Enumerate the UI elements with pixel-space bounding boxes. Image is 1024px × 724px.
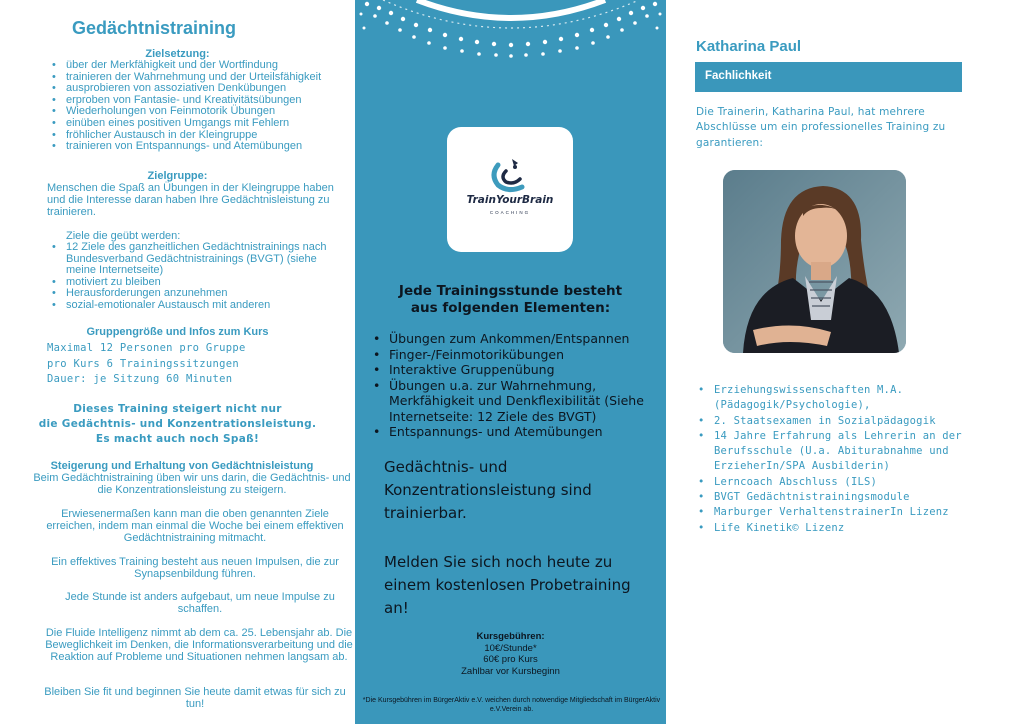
dotted-arc-decoration <box>355 0 666 60</box>
trainer-photo <box>723 170 906 353</box>
logo-text: TrainYourBrain <box>466 194 554 206</box>
audience-text: Menschen die Spaß an Übungen in der Kleingruppe haben und die Interesse daran haben Ihre Gedächtnisleistung zu trainieren. <box>47 182 334 218</box>
list-item: • 12 Ziele des ganzheitlichen Gedächtnistrainings nach Bundesverband Gedächtnistrainings (BVGT) (siehe meine Internetseite) <box>50 242 335 277</box>
list-item: • 14 Jahre Erfahrung als Lehrerin an der Berufsschule (U.a. Abiturabnahme und ErzieherIn/SPA Ausbilderin) <box>696 429 996 475</box>
list-item: • Lerncoach Abschluss (ILS) <box>696 475 996 490</box>
list-item: • Herausforderungen anzunehmen <box>50 288 335 300</box>
list-item: • Übungen zum Ankommen/Entspannen <box>371 331 663 347</box>
heading-line: Jede Trainingsstunde besteht <box>398 283 623 299</box>
list-item: • Entspannungs- und Atemübungen <box>371 424 663 440</box>
fluid-intelligence-text: Die Fluide Intelligenz nimmt ab dem ca. 25. Lebensjahr ab. Die Beweglichkeit im Denken, die Informationsverarbeitung und die Reaktion auf Probleme und Situationen nehmen langsam ab. <box>45 627 353 663</box>
intro-text: Die Trainerin, Katharina Paul, hat mehrere Abschlüsse um ein professionelles Training zu garantieren: <box>696 106 946 149</box>
list-item: • motiviert zu bleiben <box>50 277 335 289</box>
practice-intro: Ziele die geübt werden: <box>66 230 181 242</box>
list-item: • über der Merkfähigkeit und der Wortfindung <box>50 60 350 72</box>
list-item: • sozial-emotionaler Austausch mit anderen <box>50 300 335 312</box>
callout-box <box>0 402 355 447</box>
footnote: *Die Kursgebühren im BürgerAktiv e.V. weichen durch notwendige Mitgliedschaft im BürgerAktiv e.V.Verein ab. <box>362 697 661 713</box>
list-item: • 2. Staatsexamen in Sozialpädagogik <box>696 414 996 429</box>
page-title: Gedächtnistraining <box>72 18 237 38</box>
list-item: • Life Kinetik© Lizenz <box>696 521 996 536</box>
trainer-name: Katharina Paul <box>696 38 802 55</box>
every-hour-text: Jede Stunde ist anders aufgebaut, um neue Impulse zu schaffen. <box>65 591 335 615</box>
goals-heading: Zielsetzung: <box>145 48 210 60</box>
course-fees <box>355 631 666 677</box>
group-info-line: Maximal 12 Personen pro Gruppe <box>47 342 246 354</box>
group-info-line: pro Kurs 6 Trainingssitzungen <box>47 358 240 370</box>
statement-text: Gedächtnis- und Konzentrationsleistung sind trainierbar. <box>384 458 592 522</box>
callout-line: Es macht auch noch Spaß! <box>95 433 260 445</box>
section-bar <box>695 62 962 92</box>
fee-line: 60€ pro Kurs <box>483 654 538 665</box>
improve-text: Beim Gedächtnistraining üben wir uns darin, die Gedächtnis- und die Konzentrationsleistung zu steigern. <box>33 472 351 496</box>
group-info-line: Dauer: je Sitzung 60 Minuten <box>47 373 233 385</box>
logo-subtitle: COACHING <box>489 210 531 215</box>
list-item: • einüben eines positiven Umgangs mit Fehlern <box>50 118 350 130</box>
list-item: • Erziehungswissenschaften M.A. (Pädagogik/Psychologie), <box>696 383 996 414</box>
fee-line: 10€/Stunde* <box>484 642 537 654</box>
improve-heading: Steigerung und Erhaltung von Gedächtnisleistung <box>50 460 314 472</box>
callout-line: die Gedächtnis- und Konzentrationsleistung. <box>38 418 317 430</box>
group-heading: Gruppengröße und Infos zum Kurs <box>86 326 269 338</box>
list-item: • Marburger VerhaltenstrainerIn Lizenz <box>696 505 996 520</box>
list-item: • Wiederholungen von Feinmotorik Übungen <box>50 106 350 118</box>
elements-list <box>371 331 663 440</box>
elements-heading <box>355 283 666 317</box>
stay-fit-text: Bleiben Sie fit und beginnen Sie heute damit etwas für sich zu tun! <box>44 686 346 710</box>
section-bar-label: Fachlichkeit <box>705 70 772 82</box>
list-item: • trainieren von Entspannungs- und Atemübungen <box>50 141 350 153</box>
brain-logo-icon <box>488 157 532 195</box>
list-item: • erproben von Fantasie- und Kreativitätsübungen <box>50 95 350 107</box>
goals-list <box>50 60 350 153</box>
list-item: • Finger-/Feinmotorikübungen <box>371 347 663 363</box>
list-item: • fröhlicher Austausch in der Kleingruppe <box>50 130 350 142</box>
left-panel <box>0 0 355 724</box>
list-item: • ausprobieren von assoziativen Denkübungen <box>50 83 350 95</box>
list-item: • Interaktive Gruppenübung <box>371 362 663 378</box>
fee-line: Zahlbar vor Kursbeginn <box>461 665 560 677</box>
audience-heading: Zielgruppe: <box>147 170 208 182</box>
heading-line: aus folgenden Elementen: <box>410 300 611 316</box>
qualifications-list <box>696 383 996 536</box>
fees-heading: Kursgebühren: <box>476 631 545 642</box>
call-to-action-text: Melden Sie sich noch heute zu einem kostenlosen Probetraining an! <box>384 553 631 617</box>
effective-text: Ein effektives Training besteht aus neuen Impulsen, die zur Synapsenbildung führen. <box>51 556 339 580</box>
proven-text: Erwiesenermaßen kann man die oben genannten Ziele erreichen, indem man einmal die Woche bei einem effektiven Gedächtnistraining mitmacht. <box>46 508 344 544</box>
practice-list <box>50 242 335 312</box>
list-item: • trainieren der Wahrnehmung und der Urteilsfähigkeit <box>50 72 350 84</box>
logo-card <box>447 127 573 252</box>
list-item: • BVGT Gedächtnistrainingsmodule <box>696 490 996 505</box>
list-item: • Übungen u.a. zur Wahrnehmung, Merkfähigkeit und Denkflexibilität (Siehe Internetseite: 12 Ziele des BVGT) <box>371 378 663 425</box>
callout-line: Dieses Training steigert nicht nur <box>73 403 282 415</box>
right-panel <box>666 0 1024 724</box>
middle-panel <box>355 0 666 724</box>
